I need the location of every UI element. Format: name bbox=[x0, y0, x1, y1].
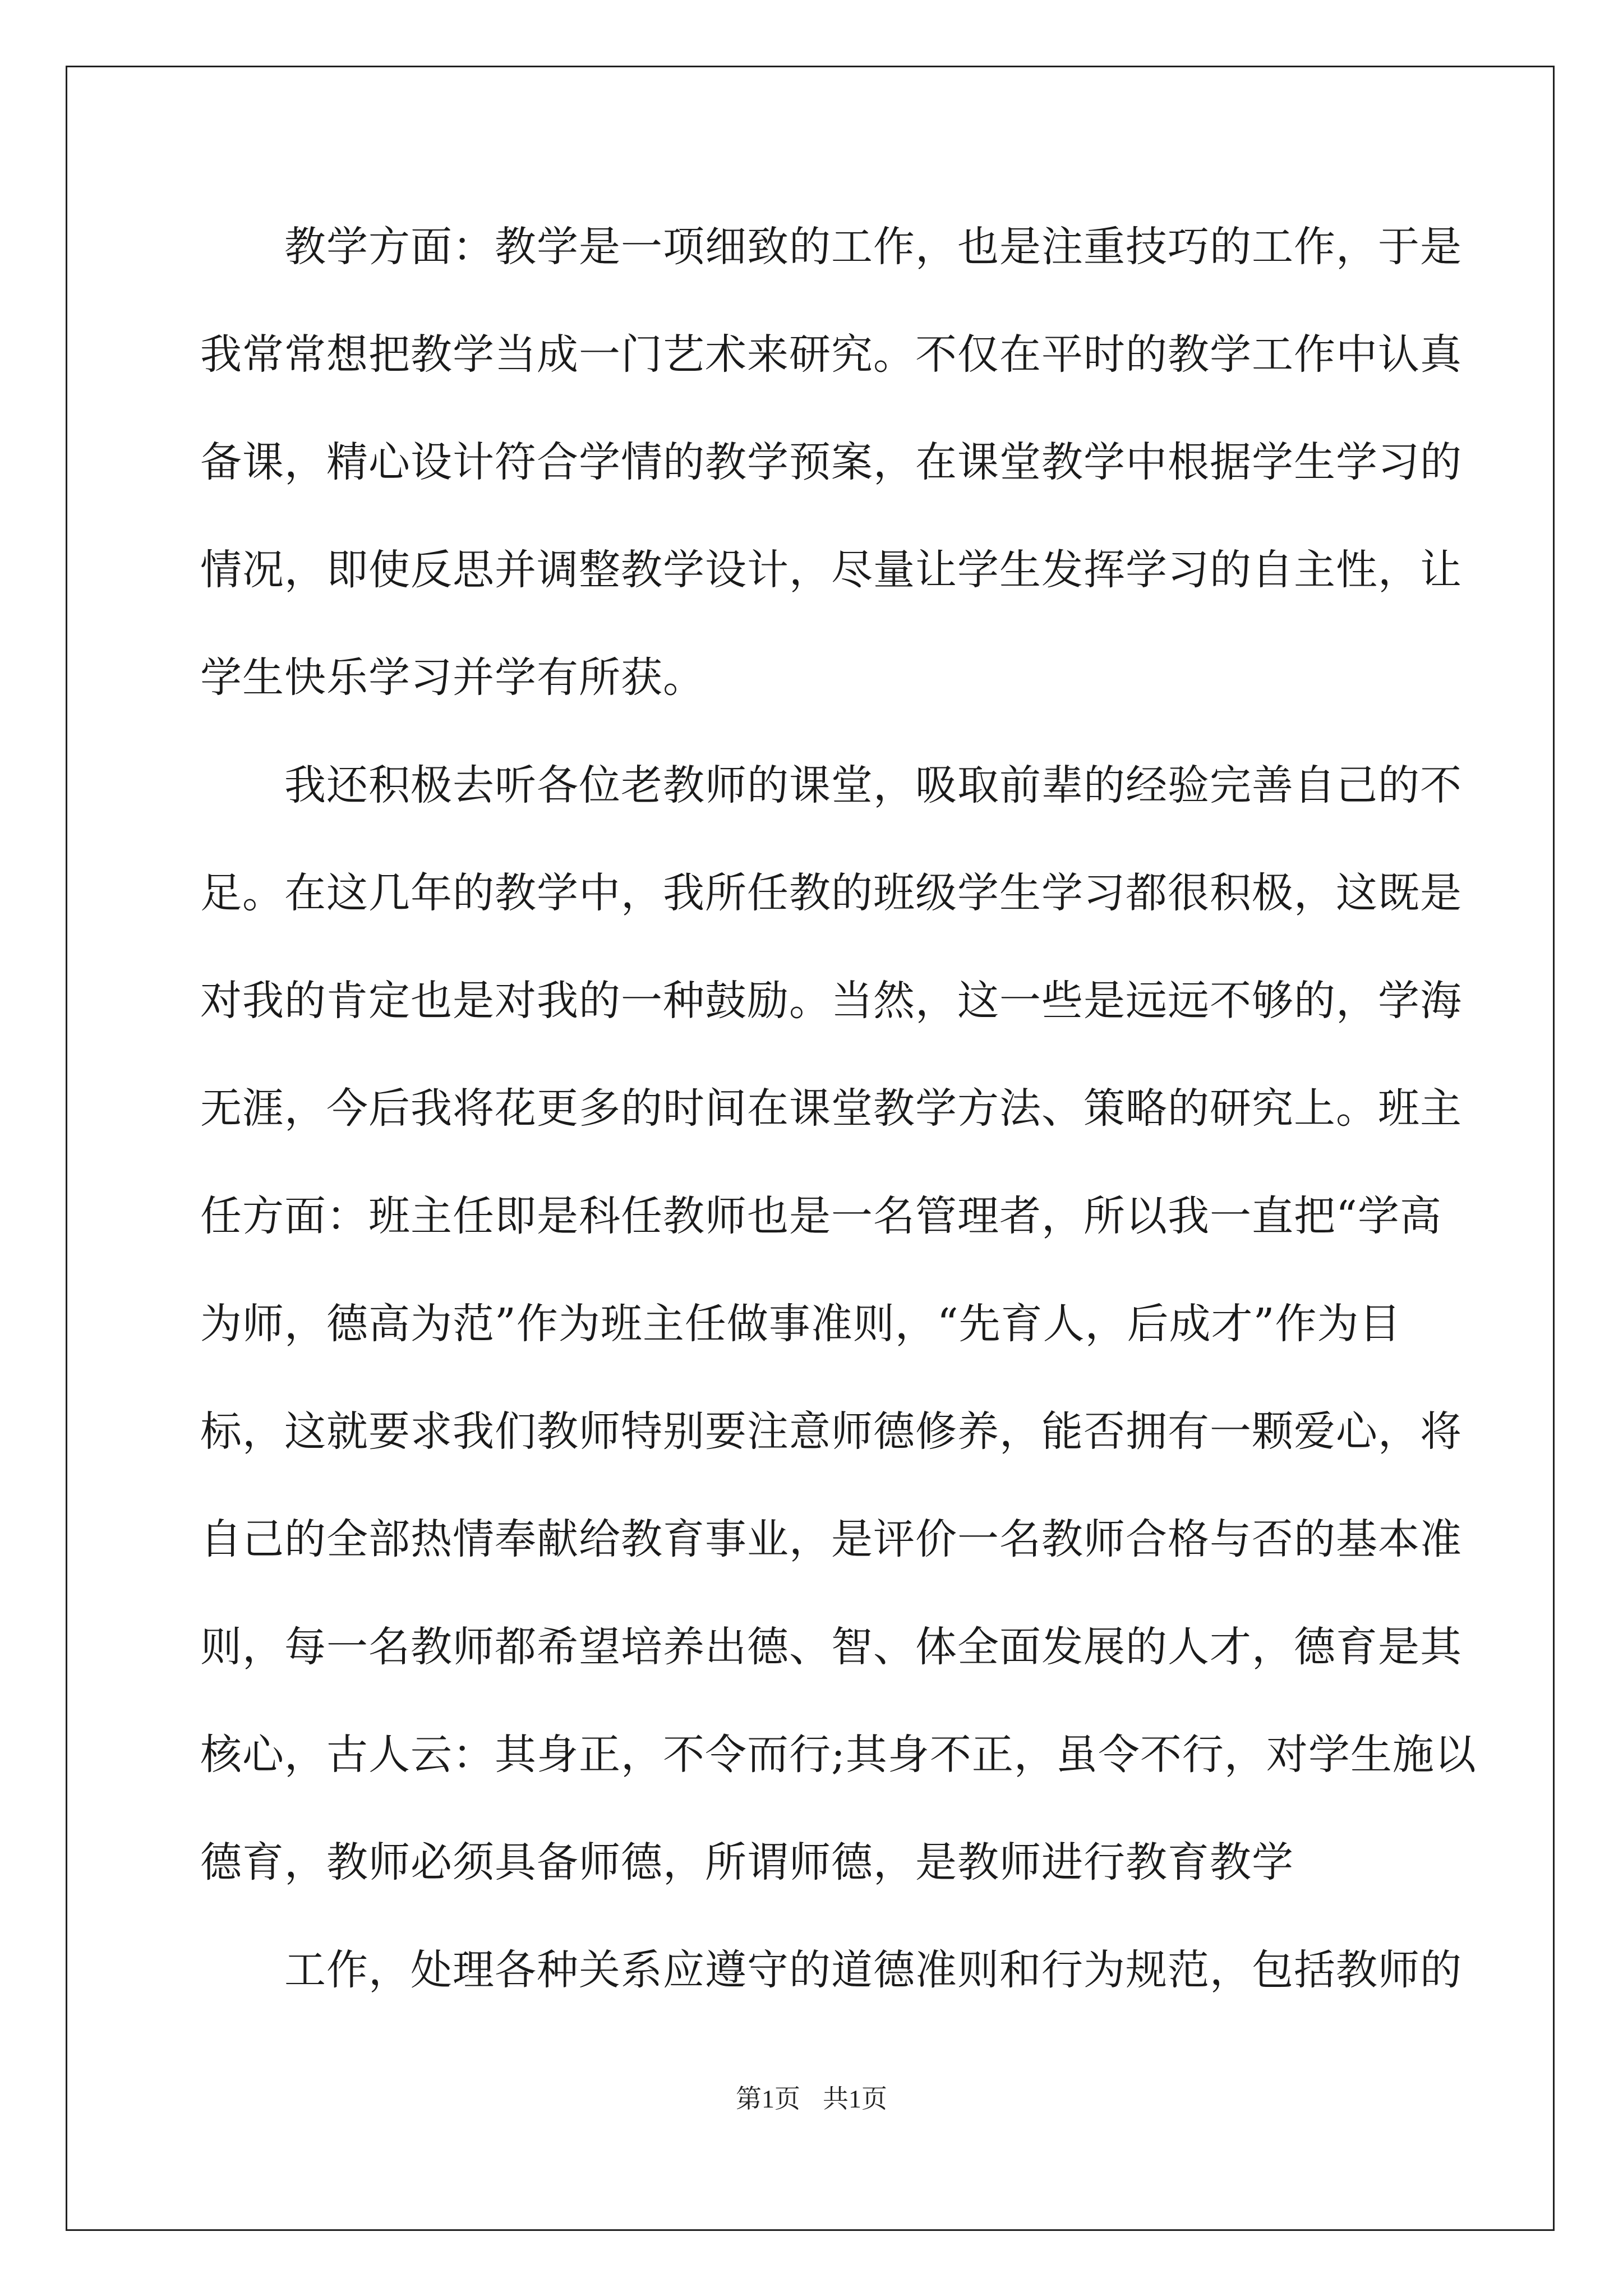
text-line: 则，每一名教师都希望培养出德、智、体全面发展的人才，德育是其 bbox=[200, 1623, 1462, 1671]
text-line: 任方面：班主任即是科任教师也是一名管理者，所以我一直把“学高 bbox=[200, 1192, 1442, 1240]
page-total: 共1页 bbox=[823, 2085, 887, 2113]
text-line: 备课，精心设计符合学情的教学预案，在课堂教学中根据学生学习的 bbox=[200, 438, 1462, 486]
text-line: 足。在这几年的教学中，我所任教的班级学生学习都很积极，这既是 bbox=[200, 869, 1462, 917]
text-line: 为师，德高为范”作为班主任做事准则，“先育人，后成才”作为目 bbox=[200, 1300, 1401, 1348]
text-line: 教学方面：教学是一项细致的工作，也是注重技巧的工作，于是 bbox=[200, 223, 1462, 271]
text-line: 我还积极去听各位老教师的课堂，吸取前辈的经验完善自己的不 bbox=[200, 761, 1462, 809]
text-line: 自己的全部热情奉献给教育事业，是评价一名教师合格与否的基本准 bbox=[200, 1515, 1462, 1563]
page-border bbox=[66, 66, 1555, 2231]
text-line: 无涯，今后我将花更多的时间在课堂教学方法、策略的研究上。班主 bbox=[200, 1084, 1462, 1133]
text-line: 标，这就要求我们教师特别要注意师德修养，能否拥有一颗爱心，将 bbox=[200, 1407, 1462, 1456]
text-line: 工作，处理各种关系应遵守的道德准则和行为规范，包括教师的 bbox=[200, 1946, 1462, 1994]
page-footer bbox=[0, 2082, 1623, 2116]
page-number: 第1页 bbox=[736, 2085, 800, 2113]
text-line: 学生快乐学习并学有所获。 bbox=[200, 654, 705, 702]
text-line: 情况，即使反思并调整教学设计，尽量让学生发挥学习的自主性，让 bbox=[200, 546, 1462, 594]
text-line: 我常常想把教学当成一门艺术来研究。不仅在平时的教学工作中认真 bbox=[200, 330, 1462, 379]
text-line: 核心，古人云：其身正，不令而行;其身不正，虽令不行，对学生施以 bbox=[200, 1731, 1477, 1779]
text-line: 对我的肯定也是对我的一种鼓励。当然，这一些是远远不够的，学海 bbox=[200, 977, 1462, 1025]
text-line: 德育，教师必须具备师德，所谓师德，是教师进行教育教学 bbox=[200, 1838, 1294, 1887]
